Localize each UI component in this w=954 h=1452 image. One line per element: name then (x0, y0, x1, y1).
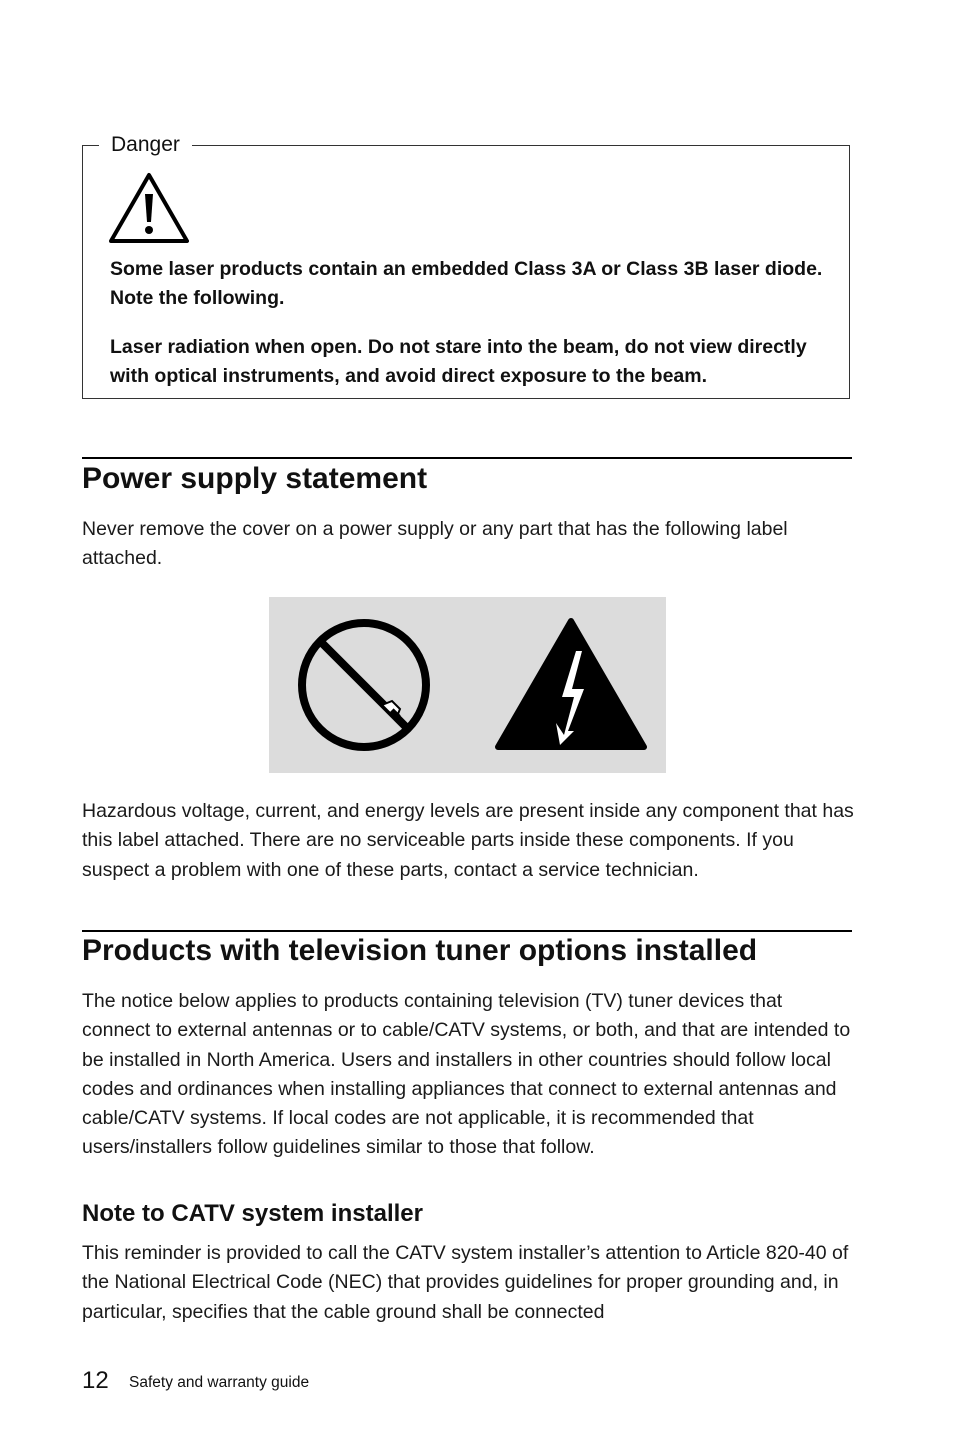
power-supply-heading: Power supply statement (82, 462, 428, 495)
power-supply-hazard-label (269, 597, 666, 773)
danger-paragraph-laser-class: Some laser products contain an embedded Class 3A or Class 3B laser diode. Note the following. (110, 258, 823, 309)
section-rule (82, 930, 852, 932)
power-supply-body: Hazardous voltage, current, and energy levels are present inside any component that has this label attached. There are no serviceable parts inside these components. If you suspect a problem with one of these parts, contact a service technician. (82, 800, 854, 881)
section-rule (82, 457, 852, 459)
page-number: 12 (82, 1367, 109, 1394)
no-disassembly-icon (294, 615, 434, 755)
catv-note-heading: Note to CATV system installer (82, 1200, 423, 1227)
guide-title: Safety and warranty guide (129, 1374, 310, 1391)
danger-label: Danger (99, 132, 192, 158)
warning-triangle-icon (109, 172, 189, 244)
danger-paragraph-laser-radiation: Laser radiation when open. Do not stare into the beam, do not view directly with optical instruments, and avoid direct exposure to the beam. (110, 336, 807, 387)
electrical-hazard-icon (494, 617, 648, 753)
tv-tuner-heading: Products with television tuner options installed (82, 934, 758, 967)
tv-tuner-body: The notice below applies to products containing television (TV) tuner devices that connect to external antennas or to cable/CATV systems, or both, and that are intended to be installed in North America. Users and installers in other countries should follow local codes and ordinances when installing appliances that connect to external antennas and cable/CATV systems. If local codes are not applicable, it is recommended that users/installers follow guidelines similar to those that follow. (82, 990, 851, 1159)
danger-notice-box (82, 133, 850, 399)
catv-note-body: This reminder is provided to call the CATV system installer’s attention to Article 820-40 of the National Electrical Code (NEC) that provides guidelines for proper grounding and, in particular, specifies that the cable ground shall be connected (82, 1242, 849, 1323)
power-supply-intro: Never remove the cover on a power supply or any part that has the following label attached. (82, 518, 788, 570)
